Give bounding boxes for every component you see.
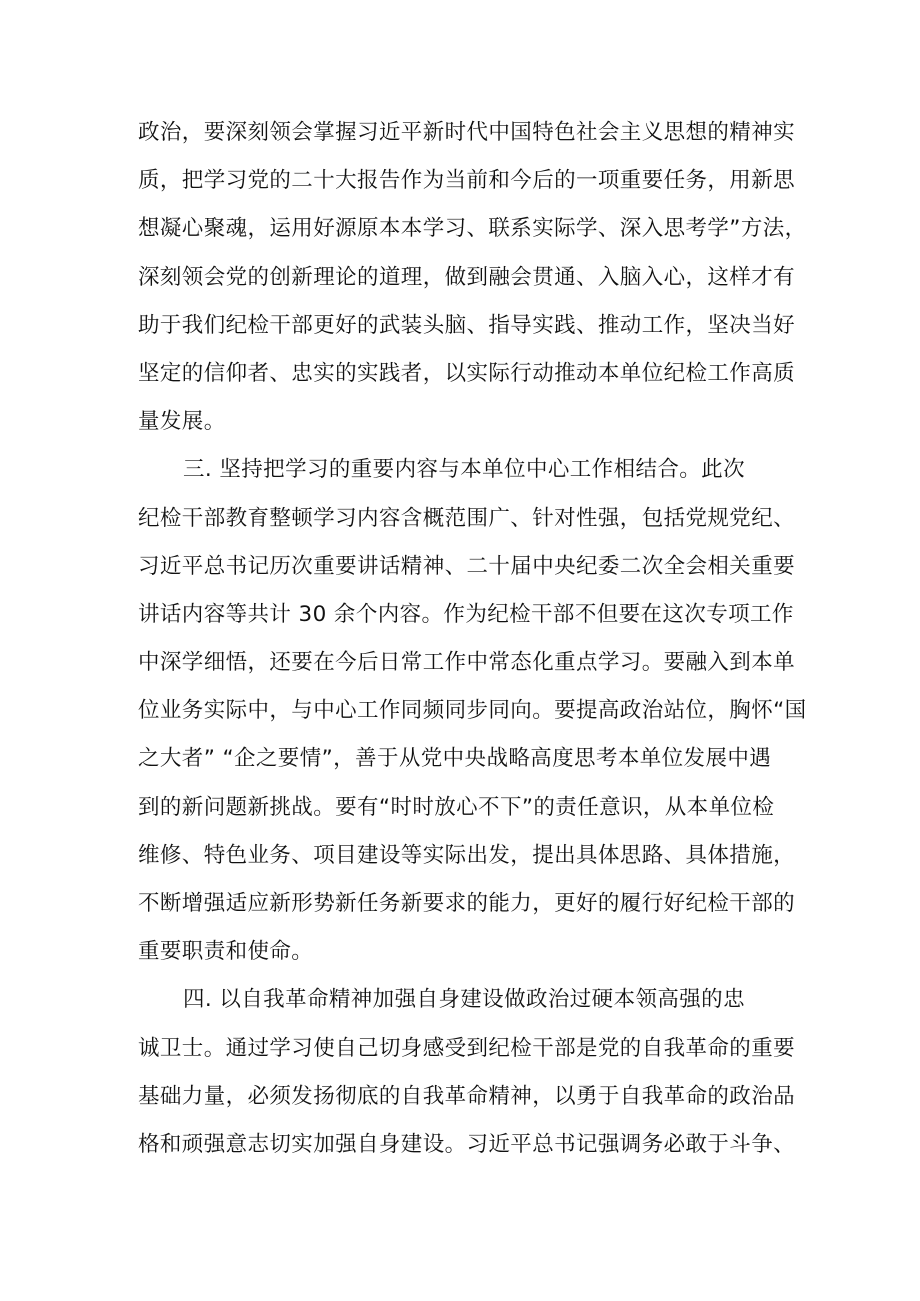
text-line: 深刻领会党的创新理论的道理，做到融会贯通、入脑入心，这样才有 [138, 264, 796, 290]
text-line: 维修、特色业务、项目建设等实际出发，提出具体思路、具体措施， [138, 842, 796, 868]
paragraph-section-3 [138, 446, 807, 976]
text-line: 政治，要深刻领会掌握习近平新时代中国特色社会主义思想的精神实 [138, 120, 796, 145]
text-line: 想凝心聚魂，运用好源原本本学习、联系实际学、深入思考学”方法， [138, 216, 807, 242]
text-line: 不断增强适应新形势新任务新要求的能力，更好的履行好纪检干部的 [138, 891, 796, 916]
text-line: 基础力量，必须发扬彻底的自我革命精神，以勇于自我革命的政治品 [138, 1083, 796, 1109]
text-line: 讲话内容等共计 30 余个内容。作为纪检干部不但要在这次专项工作 [138, 601, 794, 627]
text-line: 习近平总书记历次重要讲话精神、二十届中央纪委二次全会相关重要 [138, 553, 796, 579]
text-line: 中深学细悟，还要在今后日常工作中常态化重点学习。要融入到本单 [138, 650, 796, 676]
paragraph-1 [138, 109, 807, 446]
section-heading-line: 四. 以自我革命精神加强自身建设做政治过硬本领高强的忠 [183, 987, 745, 1013]
text-line: 格和顽强意志切实加强自身建设。习近平总书记强调务必敢于斗争、 [138, 1131, 796, 1157]
text-line: 到的新问题新挑战。要有“时时放心不下”的责任意识，从本单位检 [138, 794, 775, 820]
text-line: 重要职责和使命。 [138, 939, 314, 965]
paragraph-section-4 [138, 976, 798, 1169]
text-line: 量发展。 [138, 409, 226, 435]
section-heading-line: 三. 坚持把学习的重要内容与本单位中心工作相结合。此次 [183, 457, 745, 483]
document-page [138, 109, 807, 1169]
text-line: 位业务实际中，与中心工作同频同步同向。要提高政治站位，胸怀“国 [138, 698, 807, 724]
text-line: 质，把学习党的二十大报告作为当前和今后的一项重要任务，用新思 [138, 168, 796, 194]
text-line: 纪检干部教育整顿学习内容含概范围广、针对性强，包括党规党纪、 [138, 505, 796, 531]
text-line: 之大者” “企之要情”，善于从党中央战略高度思考本单位发展中遇 [138, 746, 772, 772]
text-line: 助于我们纪检干部更好的武装头脑、指导实践、推动工作，坚决当好 [138, 312, 796, 338]
text-line: 诚卫士。通过学习使自己切身感受到纪检干部是党的自我革命的重要 [138, 1035, 796, 1061]
text-line: 坚定的信仰者、忠实的实践者，以实际行动推动本单位纪检工作高质 [138, 360, 796, 386]
